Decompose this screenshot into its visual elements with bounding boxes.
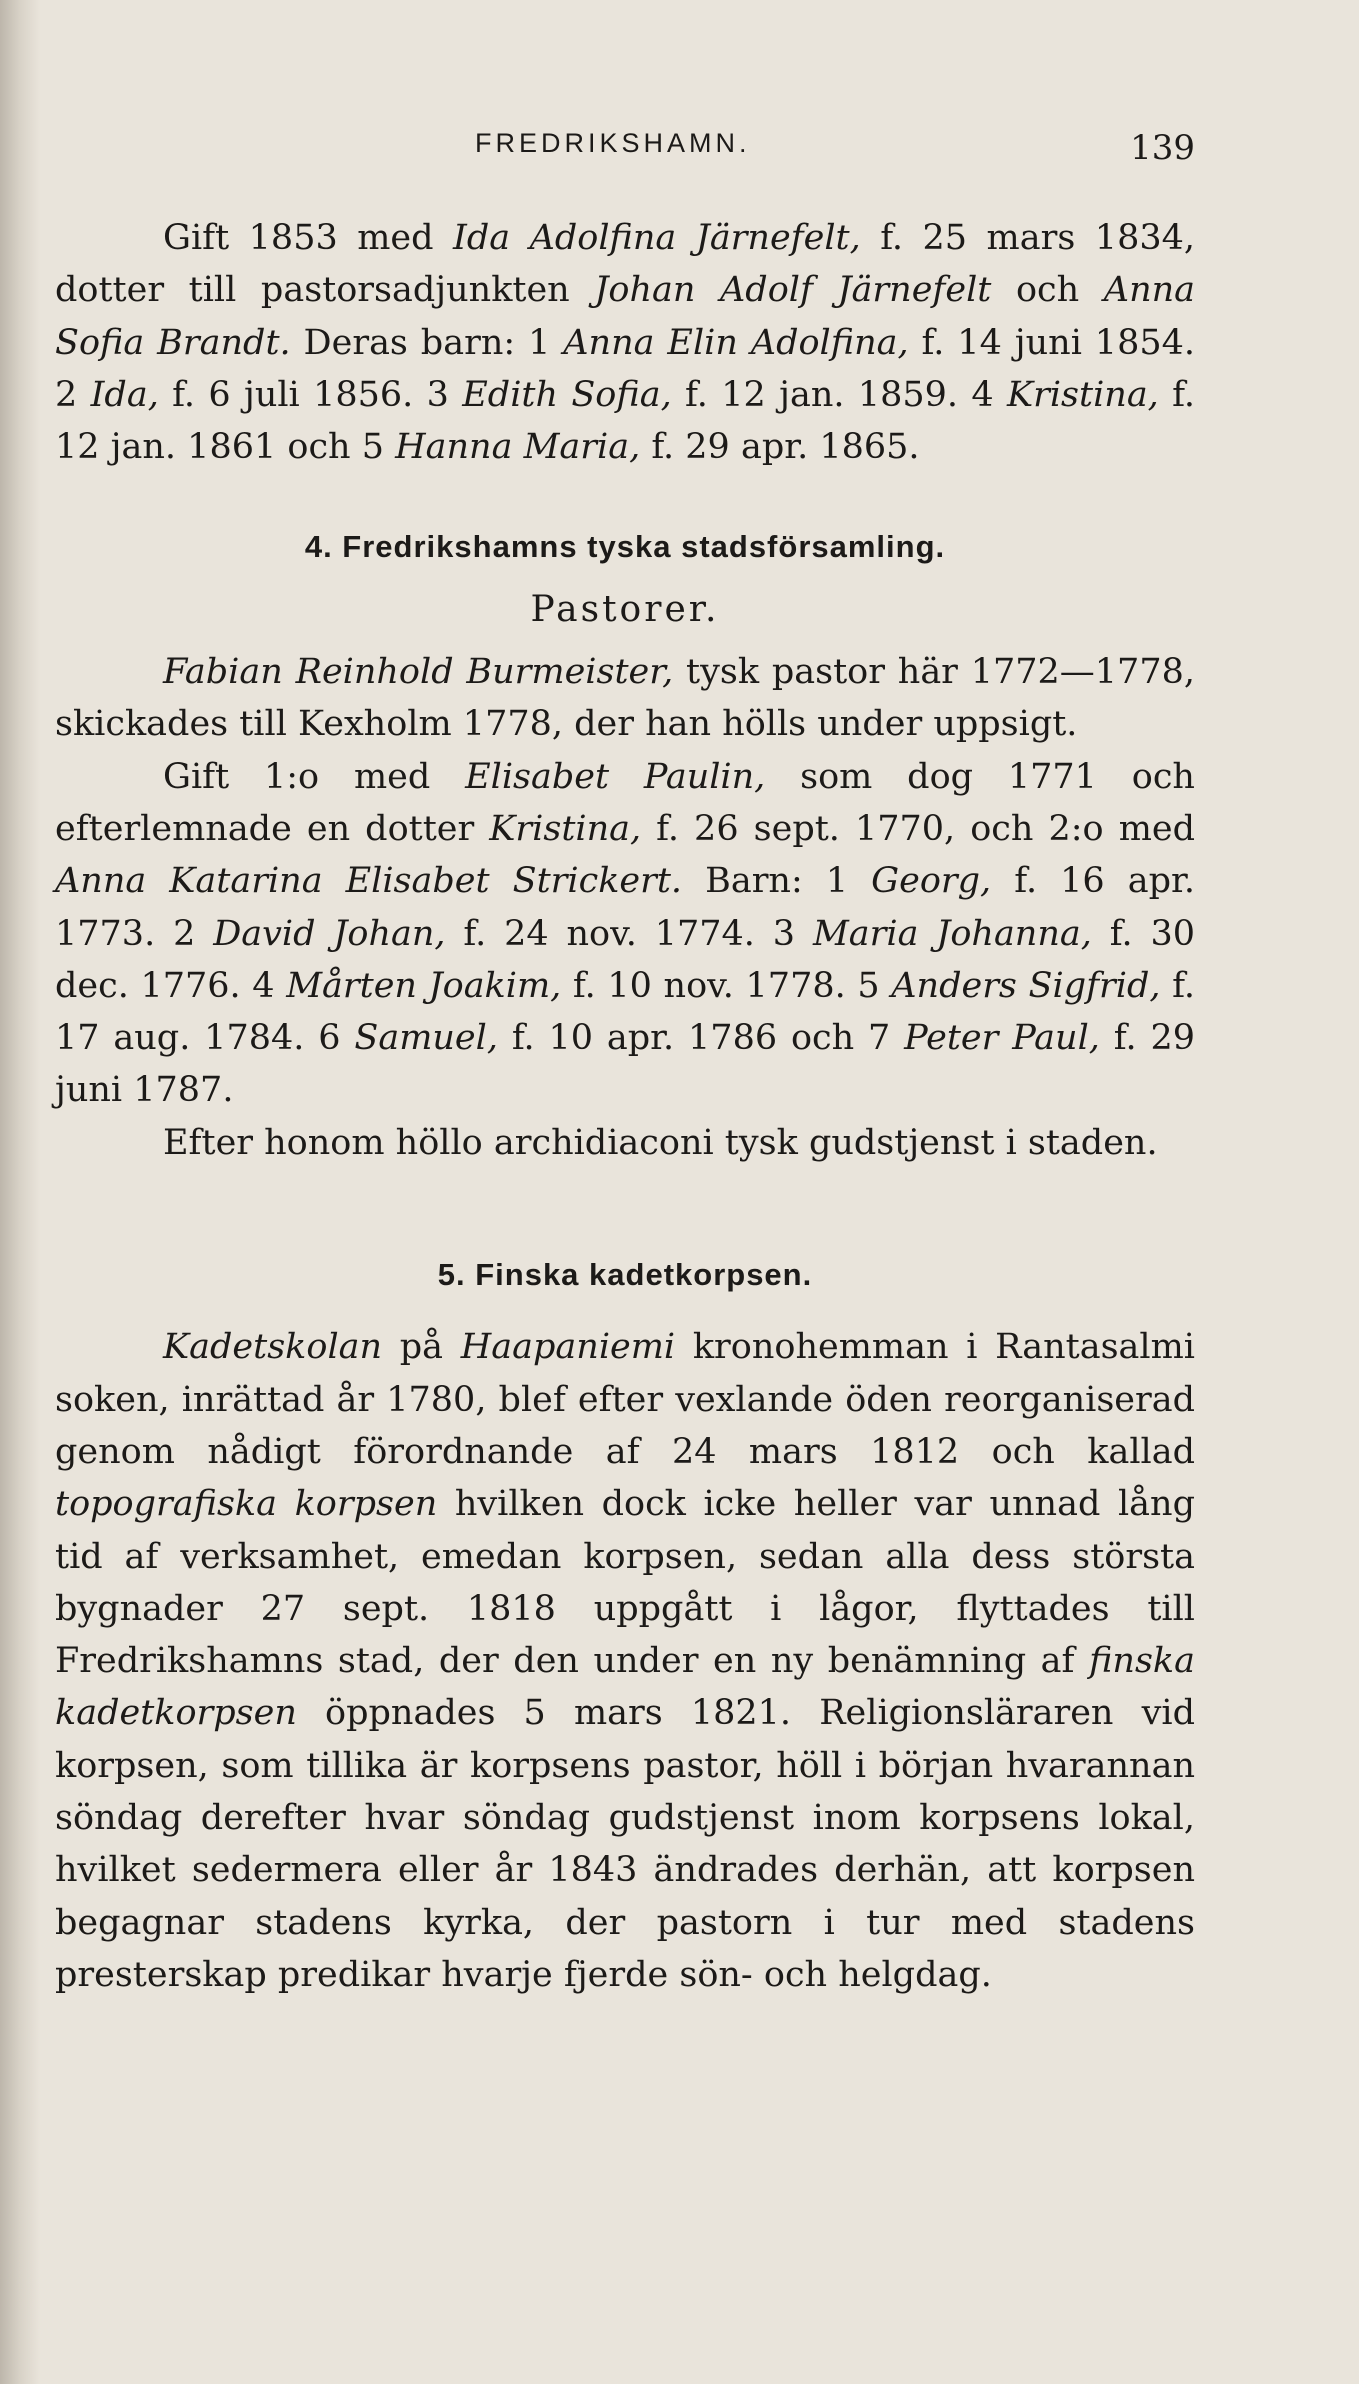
paragraph-burmeister-marriage: Gift 1:o med Elisabet Paulin, som dog 1771 och efterlemnade en dotter Kristina, f. 26 sept. 1770, och 2:o med Anna Katarina Elisabet Strickert. Barn: 1 Georg, f. 16 apr. 1773. 2 David Johan, f. 24 nov. 1774. 3 Maria Johanna, f. 30 dec. 1776. 4 Mårten Joakim, f. 10 nov. 1778. 5 Anders Sigfrid, f. 17 aug. 1784. 6 Samuel, f. 10 apr. 1786 och 7 Peter Paul, f. 29 juni 1787. <box>55 756 1196 1111</box>
italic-name: Elisabet Paulin, <box>465 756 766 797</box>
italic-name: finska kadetkorpsen <box>55 1641 1195 1734</box>
italic-name: Kristina, <box>1006 374 1159 415</box>
paragraph-archidiaconi: Efter honom höllo archidiaconi tysk gudstjenst i staden. <box>163 1122 1158 1163</box>
italic-name: Anders Sigfrid, <box>891 965 1161 1006</box>
section-heading-5: 5. Finska kadetkorpsen. <box>437 1257 813 1293</box>
paragraph-marriage-1853: Gift 1853 med Ida Adolfina Järnefelt, f. 25 mars 1834, dotter till pastorsadjunkten Johan Adolf Järnefelt och Anna Sofia Brandt. Deras barn: 1 Anna Elin Adolfina, f. 14 juni 1854. 2 Ida, f. 6 juli 1856. 3 Edith Sofia, f. 12 jan. 1859. 4 Kristina, f. 12 jan. 1861 och 5 Hanna Maria, f. 29 apr. 1865. <box>55 218 1196 468</box>
italic-name: Haapaniemi <box>460 1327 676 1368</box>
italic-name: Anna Elin Adolfina, <box>563 322 909 363</box>
book-page <box>55 0 1195 2384</box>
running-head-title: FREDRIKSHAMN. <box>475 128 751 158</box>
italic-name: Peter Paul, <box>904 1018 1100 1059</box>
running-head <box>55 128 1195 176</box>
italic-name: Ida Adolfina Järnefelt, <box>453 218 861 258</box>
page-number: 139 <box>1130 128 1195 168</box>
italic-name: Fabian Reinhold Burmeister, <box>163 652 674 693</box>
italic-name: Anna Katarina Elisabet Strickert. <box>55 861 683 902</box>
italic-name: Hanna Maria, <box>395 427 641 468</box>
paragraph-kadetskolan: Kadetskolan på Haapaniemi kronohemman i Rantasalmi soken, inrättad år 1780, blef efter vexlande öden reorganiserad genom nådigt förordnande af 24 mars 1812 och kallad topografiska korpsen hvilken dock icke heller var unnad lång tid af verksamhet, emedan korpsen, sedan alla dess största bygnader 27 sept. 1818 uppgått i lågor, flyttades till Fredrikshamns stad, der den under en ny benämning af finska kadetkorpsen öppnades 5 mars 1821. Religionsläraren vid korpsen, som tillika är korpsens pastor, höll i början hvarannan söndag derefter hvar söndag gudstjenst inom korpsens lokal, hvilket sedermera eller år 1843 ändrades derhän, att korpsen begagnar stadens kyrka, der pastorn i tur med stadens presterskap predikar hvarje fjerde sön- och helgdag. <box>55 1327 1195 1995</box>
italic-name: David Johan, <box>213 913 446 954</box>
italic-name: Samuel, <box>354 1018 498 1059</box>
italic-name: Edith Sofia, <box>462 374 672 415</box>
italic-name: Maria Johanna, <box>812 913 1092 954</box>
italic-name: Mårten Joakim, <box>286 965 562 1006</box>
binding-shadow <box>0 0 40 2384</box>
italic-name: Johan Adolf Järnefelt <box>594 270 992 311</box>
italic-name: topografiska korpsen <box>55 1484 438 1525</box>
body-text <box>55 212 1195 2001</box>
italic-name: Georg, <box>871 861 992 902</box>
section-heading-4: 4. Fredrikshamns tyska stadsförsamling. <box>304 529 946 565</box>
italic-name: Kadetskolan <box>163 1327 383 1368</box>
paragraph-burmeister: Fabian Reinhold Burmeister, tysk pastor här 1772—1778, skickades till Kexholm 1778, der han hölls under uppsigt. <box>55 652 1195 745</box>
italic-name: Kristina, <box>489 808 642 849</box>
italic-name: Anna Sofia Brandt. <box>55 270 1196 363</box>
subheading-pastorer: Pastorer. <box>530 588 720 630</box>
italic-name: Ida, <box>90 374 159 415</box>
